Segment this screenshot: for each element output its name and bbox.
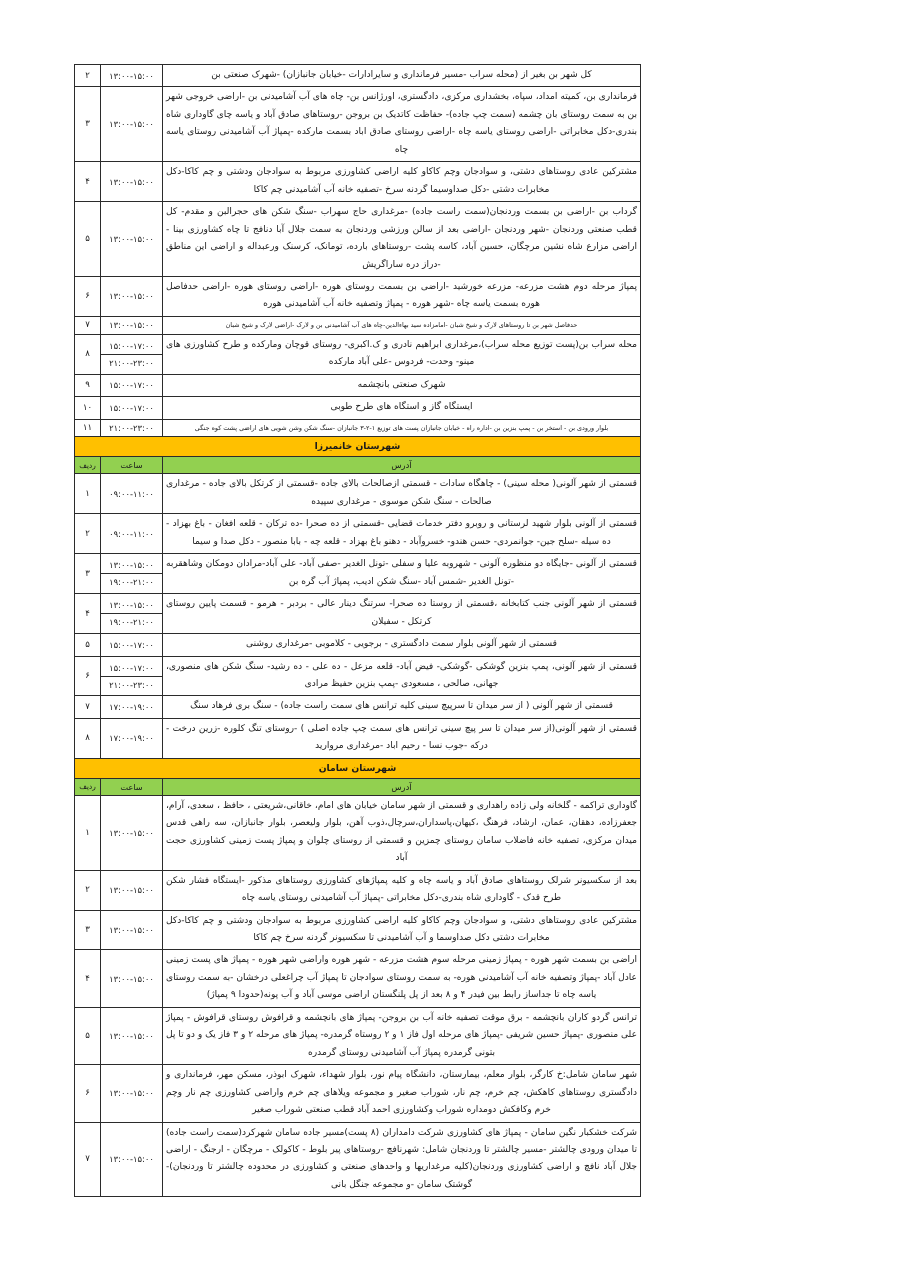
outage-address-cell: ترانس گردو کاران بانچشمه - برق موقت تصفیه خانه آب بن بروجن- پمپاژ های بانچشمه و قرافوش روستای قرافوش - پمپاژ علی منصوری -پمپاژ حسین شریفی -پمپاژ های مرحله اول فاز ۱ و ۲ روستاه گرمدره- پمپاژ های مرحله ۲ و ۳ فاز یک و دو تا پل بتونی گرمدره پمپاژ آب آشامیدنی روستای گرمدره (163, 1007, 641, 1064)
outage-row-number: ۴ (75, 594, 101, 634)
outage-address-cell: محله سراب بن(پست توزیع محله سراب)،مرغداری ابراهیم نادری و ک.اکبری- روستای قوچان ومارکده و طرح کشاورزی های مینو- وحدت- فردوس -علی آباد مارکده (163, 334, 641, 374)
outage-address-cell: قسمتی از شهر آلونی( محله سینی) - چاهگاه سادات - قسمتی ازصالحات بالای جاده -قسمتی از کرتکل بالای جاده - مرغداری صالحات - سنگ شکن موسوی - مرغداری سپیده (163, 474, 641, 514)
outage-address-cell: شهرک صنعتی بانچشمه (163, 374, 641, 396)
column-header-row (75, 778, 641, 795)
outage-row-number: ۵ (75, 634, 101, 656)
outage-time-cell: ۱۳:۰۰-۱۵:۰۰ (101, 316, 163, 334)
time-range: ۱۵:۰۰-۱۷:۰۰ (109, 662, 154, 673)
time-range: ۱۵:۰۰-۱۷:۰۰ (109, 340, 154, 351)
table-row (75, 1065, 641, 1122)
table-row (75, 419, 641, 437)
outage-time-cell: ۲۱:۰۰-۲۳:۰۰ (101, 419, 163, 437)
table-row (75, 795, 641, 870)
outage-row-number: ۱ (75, 474, 101, 514)
table-row (75, 334, 641, 374)
table-row (75, 397, 641, 419)
outage-time-cell (101, 594, 163, 634)
table-row (75, 696, 641, 718)
outage-address-cell: پمپاژ مرحله دوم هشت مزرعه- مزرعه خورشید -اراضی بن بسمت روستای هوره -اراضی روستای هوره -اراضی حدفاصل هوره بسمت یاسه چاه -شهر هوره - پمپاژ وتصفیه خانه آب آشامیدنی هوره (163, 276, 641, 316)
table-row (75, 594, 641, 634)
table-row (75, 634, 641, 656)
time-range-group (101, 338, 162, 371)
outage-address-cell: ایستگاه گاز و استگاه های طرح طوبی (163, 397, 641, 419)
table-row (75, 316, 641, 334)
outage-schedule-table (74, 64, 641, 1197)
table-row (75, 718, 641, 758)
outage-address-cell: مشترکین عادی روستاهای دشتی، و سوادجان وچم کاکاو کلیه اراضی کشاورزی مربوط به سوادجان ودشتی و چم کاکا-دکل مخابرات دشتی -دکل صداوسیما گردنه سرخ -تصفیه خانه آب آشامیدنی چم کاکا (163, 162, 641, 202)
time-range-group (101, 660, 162, 693)
outage-table-wrapper (75, 64, 641, 1197)
outage-row-number: ۶ (75, 656, 101, 696)
outage-address-cell: قسمتی از شهر آلونی بلوار سمت دادگستری - برجویی - کلاموبی -مرغداری روشنی (163, 634, 641, 656)
time-range: ۱۹:۰۰-۲۱:۰۰ (101, 613, 162, 630)
outage-time-cell: ۱۳:۰۰-۱۵:۰۰ (101, 870, 163, 910)
outage-row-number: ۲ (75, 870, 101, 910)
outage-time-cell: ۱۷:۰۰-۱۹:۰۰ (101, 696, 163, 718)
district-name: شهرستان خانمیرزا (75, 437, 641, 457)
outage-time-cell: ۱۳:۰۰-۱۵:۰۰ (101, 162, 163, 202)
district-band-row (75, 437, 641, 457)
outage-row-number: ۵ (75, 1007, 101, 1064)
column-header-address: آدرس (163, 778, 641, 795)
outage-time-cell: ۱۵:۰۰-۱۷:۰۰ (101, 634, 163, 656)
outage-address-cell: بلوار ورودی بن - استخر بن - پمپ بنزین بن -اداره راه - خیابان جانبازان پست های توزیع ۱-۲-۳ جانبازان -سنگ شکن وشن شویی های اراضی پشت کوه جنگی (163, 419, 641, 437)
outage-row-number: ۳ (75, 554, 101, 594)
table-row (75, 474, 641, 514)
outage-time-cell (101, 334, 163, 374)
outage-address-cell: قسمتی از شهر آلونی جنب کتابخانه ،قسمتی از روستا ده صحرا- سرتنگ دینار عالی - بردبر - هرمو - قسمت پایین روستای کرتکل - سفیلان (163, 594, 641, 634)
table-row (75, 87, 641, 162)
outage-row-number: ۷ (75, 696, 101, 718)
outage-address-cell: حدفاصل شهر بن تا روستاهای لارک و شیخ شبان -امامزاده سید بهاءالدین-چاه های آب آشامیدنی بن و لارک -اراضی لارک و شیخ شبان (163, 316, 641, 334)
time-range: ۱۹:۰۰-۲۱:۰۰ (101, 573, 162, 590)
table-row (75, 656, 641, 696)
outage-row-number: ۹ (75, 374, 101, 396)
outage-row-number: ۱۰ (75, 397, 101, 419)
outage-address-cell: اراضی بن بسمت شهر هوره - پمپاژ زمینی مرحله سوم هشت مزرعه - شهر هوره واراضی شهر هوره - پمپاژ های پست زمینی عادل آباد -پمپاژ وتصفیه خانه آب آشامیدنی هوره- به سمت روستای سوادجان تا پمپاژ آب چراغعلی درخشان -به سمت روستای یاسه چاه تا جداساز رابط بین فیدر ۴ و ۸ بعد از پل پلنگستان اراضی موسی آباد و آب پونه(حدودا ۹ پمپاژ) (163, 950, 641, 1007)
time-range-group (101, 597, 162, 630)
outage-row-number: ۶ (75, 1065, 101, 1122)
column-header-address: آدرس (163, 457, 641, 474)
table-row (75, 870, 641, 910)
time-range-group (101, 557, 162, 590)
outage-table-body (75, 65, 641, 1197)
column-header-row-no: ردیف (75, 778, 101, 795)
outage-time-cell: ۱۷:۰۰-۱۹:۰۰ (101, 718, 163, 758)
outage-time-cell: ۱۳:۰۰-۱۵:۰۰ (101, 1065, 163, 1122)
outage-address-cell: گرداب بن -اراضی بن بسمت وردنجان(سمت راست جاده) -مرغداری حاج سهراب -سنگ شکن های حجرالبن و مقدم- کل قطب صنعتی وردنجان -شهر وردنجان -اراضی بعد از سالن ورزشی وردنجان به سمت جلال آبا دنافج تا چاه کشاورزی بینا - اراضی مزارع شاه نشین مرچگان، حسین آباد، کاسه پشت -روستاهای بارده، تومانک، کرسنک ورعبداله و اراضی این مناطق -دراز دره ساراگریش (163, 202, 641, 277)
outage-address-cell: بعد از سکسیونر شرلک روستاهای صادق آباد و یاسه چاه و کلیه پمپاژهای کشاورزی روستاهای مذکور -ایستگاه فشار شکن طرح قدک - گاوداری شاه بندری-دکل مخابراتی -پمپاژ آب آشامیدنی روستای یاسه چاه (163, 870, 641, 910)
outage-row-number: ۳ (75, 910, 101, 950)
table-row (75, 1007, 641, 1064)
table-row (75, 950, 641, 1007)
outage-time-cell: ۱۳:۰۰-۱۵:۰۰ (101, 1007, 163, 1064)
table-row (75, 65, 641, 87)
outage-address-cell: قسمتی از شهر آلونی ( از سر میدان تا سرپیچ سینی کلیه ترانس های سمت راست جاده) - سنگ بری فرهاد سنگ (163, 696, 641, 718)
outage-time-cell (101, 554, 163, 594)
outage-time-cell: ۱۳:۰۰-۱۵:۰۰ (101, 795, 163, 870)
table-row (75, 202, 641, 277)
outage-address-cell: قسمتی از آلونی -جایگاه دو منظوره آلونی - شهروبه علیا و سفلی -تونل الغدیر -صفی آباد- علی آباد-مرادان دومکان وشاهقربه -تونل الغدیر -شمس آباد -سنگ شکن ادیب، پمپاژ آب گره بن (163, 554, 641, 594)
table-row (75, 514, 641, 554)
time-range: ۱۳:۰۰-۱۵:۰۰ (109, 560, 154, 571)
outage-row-number: ۵ (75, 202, 101, 277)
outage-time-cell: ۱۵:۰۰-۱۷:۰۰ (101, 374, 163, 396)
outage-row-number: ۴ (75, 162, 101, 202)
district-band-row (75, 758, 641, 778)
table-row (75, 1122, 641, 1197)
column-header-time: ساعت (101, 778, 163, 795)
outage-address-cell: گاوداری تراکمه - گلخانه ولی زاده راهداری و قسمتی از شهر سامان خیابان های امام، خاقانی،شریعتی ، حافظ ، سعدی، آرام، جعفرزاده، دهقان، عمان، ارشاد، فرهنگ ،کیهان،پاسداران،سرچال،ذوب آهن، بلوار ولیعصر، بلوار جانبازان، سه راهی قدس میدان مرکزی، تصفیه خانه فاضلاب سامان روستای چمزین و قسمتی از روستای چلوان و پمپاژ پست زمینی کشاورزی حجت آباد (163, 795, 641, 870)
outage-row-number: ۴ (75, 950, 101, 1007)
outage-time-cell: ۱۳:۰۰-۱۵:۰۰ (101, 950, 163, 1007)
outage-row-number: ۱۱ (75, 419, 101, 437)
table-row (75, 374, 641, 396)
outage-time-cell: ۱۳:۰۰-۱۵:۰۰ (101, 276, 163, 316)
outage-row-number: ۷ (75, 1122, 101, 1197)
outage-row-number: ۱ (75, 795, 101, 870)
outage-time-cell: ۱۳:۰۰-۱۵:۰۰ (101, 1122, 163, 1197)
table-row (75, 910, 641, 950)
outage-row-number: ۶ (75, 276, 101, 316)
outage-time-cell: ۱۳:۰۰-۱۵:۰۰ (101, 65, 163, 87)
time-range: ۱۳:۰۰-۱۵:۰۰ (109, 600, 154, 611)
column-header-time: ساعت (101, 457, 163, 474)
table-row (75, 554, 641, 594)
outage-address-cell: فرمانداری بن، کمیته امداد، سپاه، بخشداری مرکزی، دادگستری، اورژانس بن- چاه های آب آشامیدنی بن -اراضی خروجی شهر بن به سمت روستای بان چشمه (سمت چپ جاده)- حفاظت کاتدیک بن بروجن -روستاهای صادق آباد و یاسه چای گاوداری شاه بندری-دکل مخابراتی -اراضی روستای یاسه چاه -اراضی روستای صادق اباد بسمت مارکده -پمپاژ آب آشامیدنی روستای یاسه چاه (163, 87, 641, 162)
time-range: ۲۱:۰۰-۲۳:۰۰ (101, 676, 162, 693)
outage-row-number: ۲ (75, 514, 101, 554)
outage-address-cell: شرکت خشکبار نگین سامان - پمپاژ های کشاورزی شرکت دامداران (۸ پست)مسیر جاده سامان شهرکرد(سمت راست جاده) تا میدان ورودی چالشتر -مسیر چالشتر تا وردنجان شامل: شهرنافچ -روستاهای پیر بلوط - کاکولک - مرچگان - ارجنگ - اراضی جلال آباد نافچ و اراضی کشاورزی وردنجان(کلیه مرغداریها و واحدهای صنعتی و کشاورزی در محدوده چالشتر تا وردنجان)- گوشتک سامان -و مجموعه جنگل بانی (163, 1122, 641, 1197)
outage-time-cell: ۰۹:۰۰-۱۱:۰۰ (101, 514, 163, 554)
table-row (75, 162, 641, 202)
column-header-row (75, 457, 641, 474)
outage-time-cell: ۱۳:۰۰-۱۵:۰۰ (101, 910, 163, 950)
outage-address-cell: قسمتی از شهر آلونی(از سر میدان تا سر پیچ سینی ترانس های سمت چپ جاده اصلی ) -روستای تنگ کلوره -زرین درخت - درکه -جوب نسا - رحیم اباد -مرغداری مروارید (163, 718, 641, 758)
outage-address-cell: قسمتی از شهر آلونی، پمپ بنزین گوشکی -گوشکی- فیض آباد- قلعه مزعل - ده علی - ده رشید- سنگ شکن های منصوری، جهانی، صالحی ، مسعودی -پمپ بنزین حفیظ مرادی (163, 656, 641, 696)
outage-time-cell: ۱۳:۰۰-۱۵:۰۰ (101, 202, 163, 277)
outage-row-number: ۳ (75, 87, 101, 162)
outage-time-cell: ۰۹:۰۰-۱۱:۰۰ (101, 474, 163, 514)
outage-row-number: ۸ (75, 718, 101, 758)
time-range: ۲۱:۰۰-۲۳:۰۰ (101, 354, 162, 371)
outage-time-cell: ۱۵:۰۰-۱۷:۰۰ (101, 397, 163, 419)
outage-address-cell: شهر سامان شامل:خ کارگر، بلوار معلم، بیمارستان، دانشگاه پیام نور، بلوار شهداء، شهرک ابوذر، مسکن مهر، فرمانداری و دادگستری روستاهای کاهکش، چم خرم، چم نار، شوراب صغیر و مجموعه ویلاهای چم خرم واراضی کشاورزی چم نار وچم خرم وکافکش دومداره شوراب وکشاورزی احمد آباد قطب صنعتی شوراب صغیر (163, 1065, 641, 1122)
outage-row-number: ۸ (75, 334, 101, 374)
outage-time-cell (101, 656, 163, 696)
outage-address-cell: مشترکین عادی روستاهای دشتی، و سوادجان وچم کاکاو کلیه اراضی کشاورزی مربوط به سوادجان ودشتی و چم کاکا-دکل مخابرات دشتی دکل صداوسما و آب آشامیدنی تا سکسیونر گردنه سرخ چم کاکا (163, 910, 641, 950)
column-header-row-no: ردیف (75, 457, 101, 474)
outage-row-number: ۲ (75, 65, 101, 87)
outage-address-cell: کل شهر بن بغیر از (محله سراب -مسیر فرمانداری و سایرادارات -خیابان جانبازان) -شهرک صنعتی بن (163, 65, 641, 87)
table-row (75, 276, 641, 316)
district-name: شهرستان سامان (75, 758, 641, 778)
outage-address-cell: قسمتی از آلونی بلوار شهید لرستانی و روبرو دفتر خدمات قضایی -قسمتی از ده صحرا -ده ترکان - قلعه افغان - باغ بهزاد - ده سیله -سلح جین- جوانمردی- حسن هندو- خسروآباد - دهنو باغ بهزاد - قلعه چه - بابا منصور - دکل صدا و سیما (163, 514, 641, 554)
outage-time-cell: ۱۳:۰۰-۱۵:۰۰ (101, 87, 163, 162)
outage-row-number: ۷ (75, 316, 101, 334)
